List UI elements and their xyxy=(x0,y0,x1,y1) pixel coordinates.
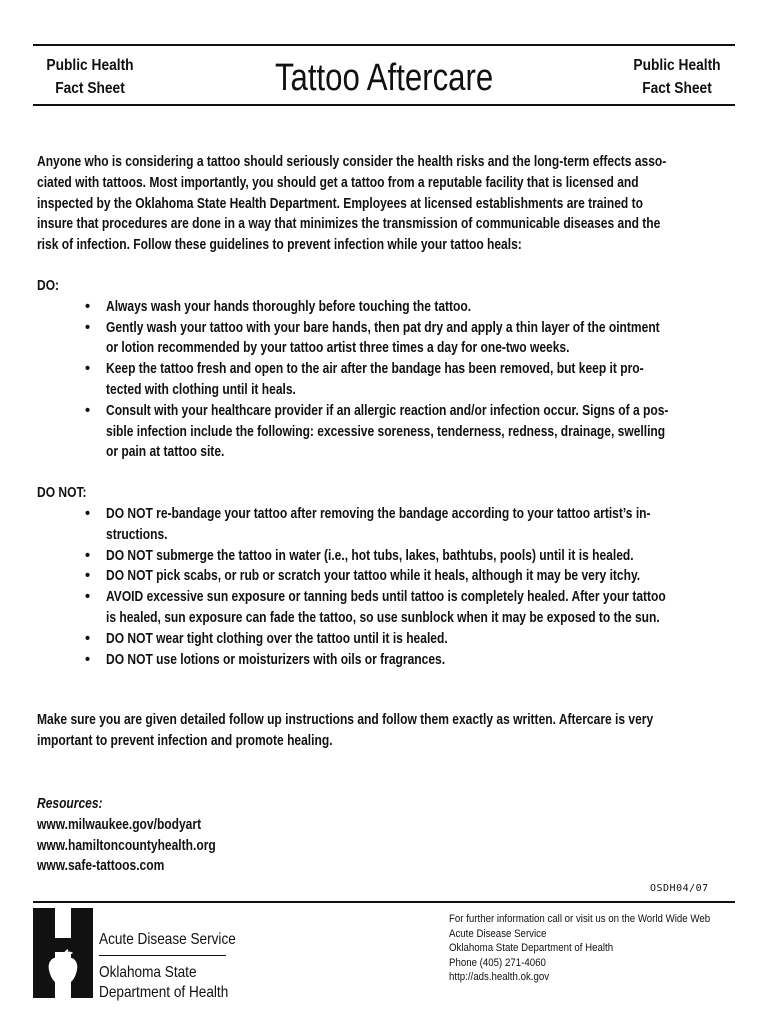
header-right-line2: Fact Sheet xyxy=(642,80,712,97)
list-item xyxy=(37,587,757,629)
list-item xyxy=(37,318,757,360)
list-item-line: Always wash your hands thoroughly before touching the tattoo. xyxy=(106,298,472,315)
donot-list xyxy=(37,504,757,670)
list-item-line: DO NOT use lotions or moisturizers with oils or fragrances. xyxy=(106,651,446,668)
bullet-icon: • xyxy=(85,361,91,378)
list-item xyxy=(37,566,757,587)
bullet-icon: • xyxy=(85,589,91,606)
org-service xyxy=(99,930,260,950)
footer-info-line: Oklahoma State Department of Health xyxy=(449,942,614,954)
header-right-line1: Public Health xyxy=(633,57,721,74)
header-left-line2: Fact Sheet xyxy=(55,80,125,97)
bullet-icon: • xyxy=(85,402,91,419)
bullet-icon: • xyxy=(85,319,91,336)
resources-heading: Resources: xyxy=(37,795,103,812)
donot-heading-text: DO NOT: xyxy=(37,485,87,502)
fact-sheet-body xyxy=(37,152,757,877)
document-id: OSDH04/07 xyxy=(650,883,709,894)
list-item-line: AVOID excessive sun exposure or tanning beds until tattoo is completely healed. After your tattoo xyxy=(106,589,666,606)
intro-paragraph xyxy=(37,152,757,256)
donot-heading xyxy=(37,483,757,504)
footer-info-line: Phone (405) 271-4060 xyxy=(449,956,546,969)
org-service-text: Acute Disease Service xyxy=(99,931,236,948)
list-item xyxy=(37,401,757,463)
resource-link[interactable]: www.safe-tattoos.com xyxy=(37,858,165,875)
header-right-label xyxy=(607,54,747,100)
org-name-line1: Oklahoma State xyxy=(99,964,197,981)
page-title-text: Tattoo Aftercare xyxy=(274,57,494,99)
header-left-line1: Public Health xyxy=(46,57,134,74)
org-name xyxy=(99,963,251,1003)
list-item-line: or pain at tattoo site. xyxy=(106,444,225,461)
org-name-line2: Department of Health xyxy=(99,984,229,1001)
do-heading-text: DO: xyxy=(37,277,60,294)
intro-line: ciated with tattoos. Most importantly, you should get a tattoo from a reputable facility that is licensed and xyxy=(37,174,639,191)
footer-rule xyxy=(33,901,735,903)
list-item-line: DO NOT wear tight clothing over the tattoo until it is healed. xyxy=(106,630,448,647)
bullet-icon: • xyxy=(85,630,91,647)
list-item-line: sible infection include the following: excessive soreness, tenderness, redness, drainage, swelling xyxy=(106,423,666,440)
closing-line: important to prevent infection and promote healing. xyxy=(37,733,333,750)
do-list xyxy=(37,297,757,463)
list-item xyxy=(37,504,757,546)
do-heading xyxy=(37,276,757,297)
org-divider xyxy=(99,955,226,956)
footer-info-line: Acute Disease Service xyxy=(449,927,547,940)
resource-link[interactable]: www.milwaukee.gov/bodyart xyxy=(37,816,202,833)
list-item xyxy=(37,546,757,567)
footer-contact-info xyxy=(449,912,746,985)
intro-line: risk of infection. Follow these guidelines to prevent infection while your tattoo heals: xyxy=(37,237,522,254)
list-item-line: or lotion recommended by your tattoo artist three times a day for one-two weeks. xyxy=(106,340,570,357)
resources-section xyxy=(37,794,757,877)
list-item-line: is healed, sun exposure can fade the tattoo, so use sunblock when it may be exposed to the sun. xyxy=(106,609,660,626)
closing-line: Make sure you are given detailed follow up instructions and follow them exactly as written. Aftercare is very xyxy=(37,712,654,729)
osdh-logo-icon xyxy=(33,908,93,998)
intro-line: Anyone who is considering a tattoo should seriously consider the health risks and the long-term effects asso- xyxy=(37,154,667,170)
list-item-line: Consult with your healthcare provider if an allergic reaction and/or infection occur. Signs of a pos- xyxy=(106,402,669,419)
intro-line: inspected by the Oklahoma State Health Department. Employees at licensed establishments are trained to xyxy=(37,195,643,212)
list-item-line: DO NOT pick scabs, or rub or scratch your tattoo while it heals, although it may be very itchy. xyxy=(106,568,641,585)
list-item-line: Gently wash your tattoo with your bare hands, then pat dry and apply a thin layer of the ointment xyxy=(106,319,660,336)
intro-line: insure that procedures are done in a way that minimizes the transmission of communicable diseases and the xyxy=(37,216,661,233)
list-item-line: Keep the tattoo fresh and open to the air after the bandage has been removed, but keep it pro- xyxy=(106,361,644,378)
bullet-icon: • xyxy=(85,547,91,564)
footer-website-link[interactable]: http://ads.health.ok.gov xyxy=(449,971,550,983)
header-bottom-rule xyxy=(33,104,735,106)
resource-link[interactable]: www.hamiltoncountyhealth.org xyxy=(37,837,216,854)
list-item-line: DO NOT submerge the tattoo in water (i.e., hot tubs, lakes, bathtubs, pools) until it is healed. xyxy=(106,547,634,564)
list-item xyxy=(37,629,757,650)
list-item-line: structions. xyxy=(106,526,168,543)
list-item xyxy=(37,297,757,318)
list-item xyxy=(37,650,757,671)
bullet-icon: • xyxy=(85,505,91,522)
list-item-line: DO NOT re-bandage your tattoo after removing the bandage according to your tattoo artist’s in- xyxy=(106,505,651,522)
header-top-rule xyxy=(33,44,735,46)
footer-info-line: For further information call or visit us on the World Wide Web xyxy=(449,913,711,925)
bullet-icon: • xyxy=(85,568,91,585)
bullet-icon: • xyxy=(85,298,91,315)
list-item xyxy=(37,359,757,401)
closing-paragraph xyxy=(37,710,757,752)
bullet-icon: • xyxy=(85,651,91,668)
list-item-line: tected with clothing until it heals. xyxy=(106,381,296,398)
